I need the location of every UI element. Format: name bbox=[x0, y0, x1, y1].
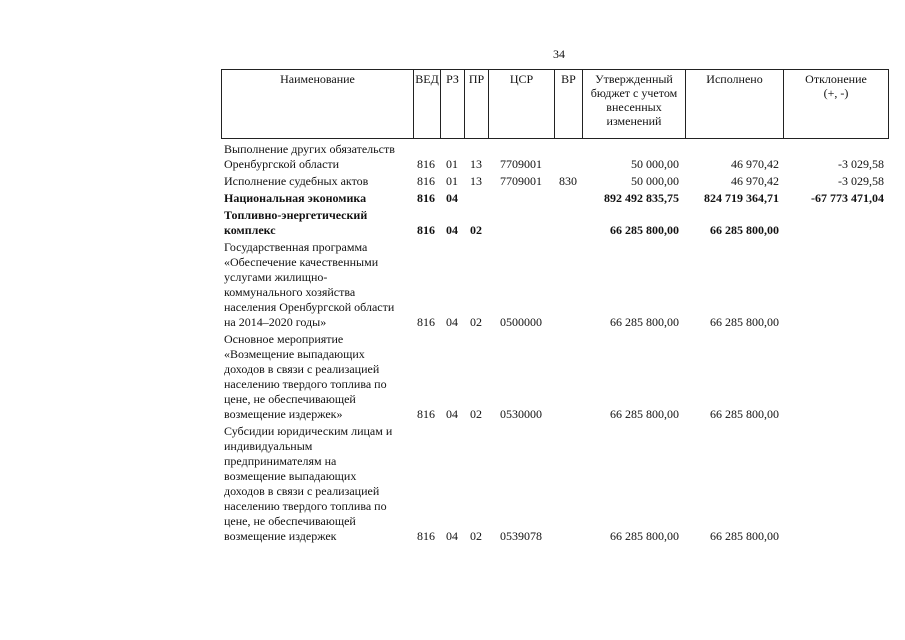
header-executed: Исполнено bbox=[685, 69, 783, 139]
row-name-line: коммунального хозяйства bbox=[224, 285, 356, 299]
row-name-line: на 2014–2020 годы» bbox=[224, 315, 327, 329]
row-name-line: Субсидии юридическим лицам и bbox=[224, 424, 393, 438]
row-name bbox=[224, 142, 409, 172]
cell-executed: 66 285 800,00 bbox=[710, 407, 779, 421]
cell-pr: 13 bbox=[470, 174, 482, 188]
cell-executed: 66 285 800,00 bbox=[710, 315, 779, 329]
header-pr: ПР bbox=[464, 69, 488, 139]
row-name bbox=[224, 191, 409, 206]
cell-pr: 02 bbox=[470, 407, 482, 421]
header-name: Наименование bbox=[221, 69, 413, 139]
cell-pr: 13 bbox=[470, 157, 482, 171]
row-name-line: Государственная программа bbox=[224, 240, 368, 254]
row-name-line: возмещение издержек» bbox=[224, 407, 343, 421]
cell-deviation: -67 773 471,04 bbox=[811, 191, 884, 205]
row-name-line: возмещение издержек bbox=[224, 529, 337, 543]
cell-pr: 02 bbox=[470, 223, 482, 237]
cell-ved: 816 bbox=[417, 529, 435, 543]
row-name bbox=[224, 332, 409, 422]
cell-csr: 0530000 bbox=[500, 407, 542, 421]
cell-rz: 04 bbox=[446, 315, 458, 329]
cell-approved: 66 285 800,00 bbox=[610, 315, 679, 329]
table-row bbox=[221, 174, 889, 189]
row-name bbox=[224, 240, 409, 330]
cell-executed: 66 285 800,00 bbox=[710, 223, 779, 237]
row-name-line: цене, не обеспечивающей bbox=[224, 392, 356, 406]
cell-csr: 0539078 bbox=[500, 529, 542, 543]
cell-ved: 816 bbox=[417, 174, 435, 188]
cell-approved: 50 000,00 bbox=[631, 174, 679, 188]
row-name-line: доходов в связи с реализацией bbox=[224, 484, 380, 498]
header-approved-line: внесенных bbox=[606, 100, 662, 114]
table-row bbox=[221, 191, 889, 206]
cell-rz: 04 bbox=[446, 223, 458, 237]
cell-csr: 7709001 bbox=[500, 157, 542, 171]
cell-vr: 830 bbox=[559, 174, 577, 188]
row-name-line: Национальная экономика bbox=[224, 191, 367, 205]
cell-pr: 02 bbox=[470, 529, 482, 543]
cell-executed: 66 285 800,00 bbox=[710, 529, 779, 543]
cell-rz: 04 bbox=[446, 191, 458, 205]
header-approved-line: Утвержденный bbox=[595, 72, 673, 86]
table-row bbox=[221, 240, 889, 330]
cell-deviation: -3 029,58 bbox=[838, 157, 884, 171]
row-name-line: Выполнение других обязательств bbox=[224, 142, 395, 156]
cell-rz: 01 bbox=[446, 174, 458, 188]
row-name-line: населению твердого топлива по bbox=[224, 377, 387, 391]
header-deviation bbox=[783, 69, 889, 139]
cell-ved: 816 bbox=[417, 191, 435, 205]
cell-approved: 66 285 800,00 bbox=[610, 529, 679, 543]
cell-rz: 01 bbox=[446, 157, 458, 171]
cell-csr: 0500000 bbox=[500, 315, 542, 329]
row-name-line: «Обеспечение качественными bbox=[224, 255, 379, 269]
cell-ved: 816 bbox=[417, 223, 435, 237]
row-name-line: индивидуальным bbox=[224, 439, 313, 453]
table-header bbox=[221, 69, 889, 139]
header-vr: ВР bbox=[554, 69, 582, 139]
table-row bbox=[221, 208, 889, 238]
row-name-line: услугами жилищно- bbox=[224, 270, 328, 284]
table-row bbox=[221, 424, 889, 544]
cell-approved: 50 000,00 bbox=[631, 157, 679, 171]
cell-ved: 816 bbox=[417, 157, 435, 171]
header-rz: РЗ bbox=[440, 69, 464, 139]
header-approved bbox=[582, 69, 685, 139]
cell-ved: 816 bbox=[417, 315, 435, 329]
header-csr: ЦСР bbox=[488, 69, 554, 139]
table-row bbox=[221, 332, 889, 422]
table-row bbox=[221, 142, 889, 172]
cell-rz: 04 bbox=[446, 407, 458, 421]
row-name-line: Основное мероприятие bbox=[224, 332, 344, 346]
cell-approved: 66 285 800,00 bbox=[610, 407, 679, 421]
cell-approved: 66 285 800,00 bbox=[610, 223, 679, 237]
header-ved: ВЕД bbox=[413, 69, 440, 139]
page-number: 34 bbox=[553, 47, 565, 61]
row-name-line: комплекс bbox=[224, 223, 276, 237]
cell-rz: 04 bbox=[446, 529, 458, 543]
row-name-line: Топливно-энергетический bbox=[224, 208, 368, 222]
header-approved-line: бюджет с учетом bbox=[590, 86, 678, 100]
row-name-line: Исполнение судебных актов bbox=[224, 174, 369, 188]
row-name-line: возмещение выпадающих bbox=[224, 469, 357, 483]
cell-csr: 7709001 bbox=[500, 174, 542, 188]
cell-approved: 892 492 835,75 bbox=[604, 191, 679, 205]
row-name bbox=[224, 208, 409, 238]
row-name-line: предпринимателям на bbox=[224, 454, 337, 468]
header-approved-line: изменений bbox=[606, 114, 662, 128]
row-name bbox=[224, 424, 409, 544]
cell-executed: 46 970,42 bbox=[731, 157, 779, 171]
cell-deviation: -3 029,58 bbox=[838, 174, 884, 188]
row-name-line: населению твердого топлива по bbox=[224, 499, 387, 513]
cell-pr: 02 bbox=[470, 315, 482, 329]
row-name-line: населения Оренбургской области bbox=[224, 300, 395, 314]
row-name bbox=[224, 174, 409, 189]
header-deviation-line: Отклонение bbox=[805, 72, 867, 86]
row-name-line: «Возмещение выпадающих bbox=[224, 347, 365, 361]
row-name-line: цене, не обеспечивающей bbox=[224, 514, 356, 528]
cell-ved: 816 bbox=[417, 407, 435, 421]
row-name-line: доходов в связи с реализацией bbox=[224, 362, 380, 376]
cell-executed: 46 970,42 bbox=[731, 174, 779, 188]
row-name-line: Оренбургской области bbox=[224, 157, 340, 171]
header-deviation-line: (+, -) bbox=[823, 86, 849, 100]
cell-executed: 824 719 364,71 bbox=[704, 191, 779, 205]
